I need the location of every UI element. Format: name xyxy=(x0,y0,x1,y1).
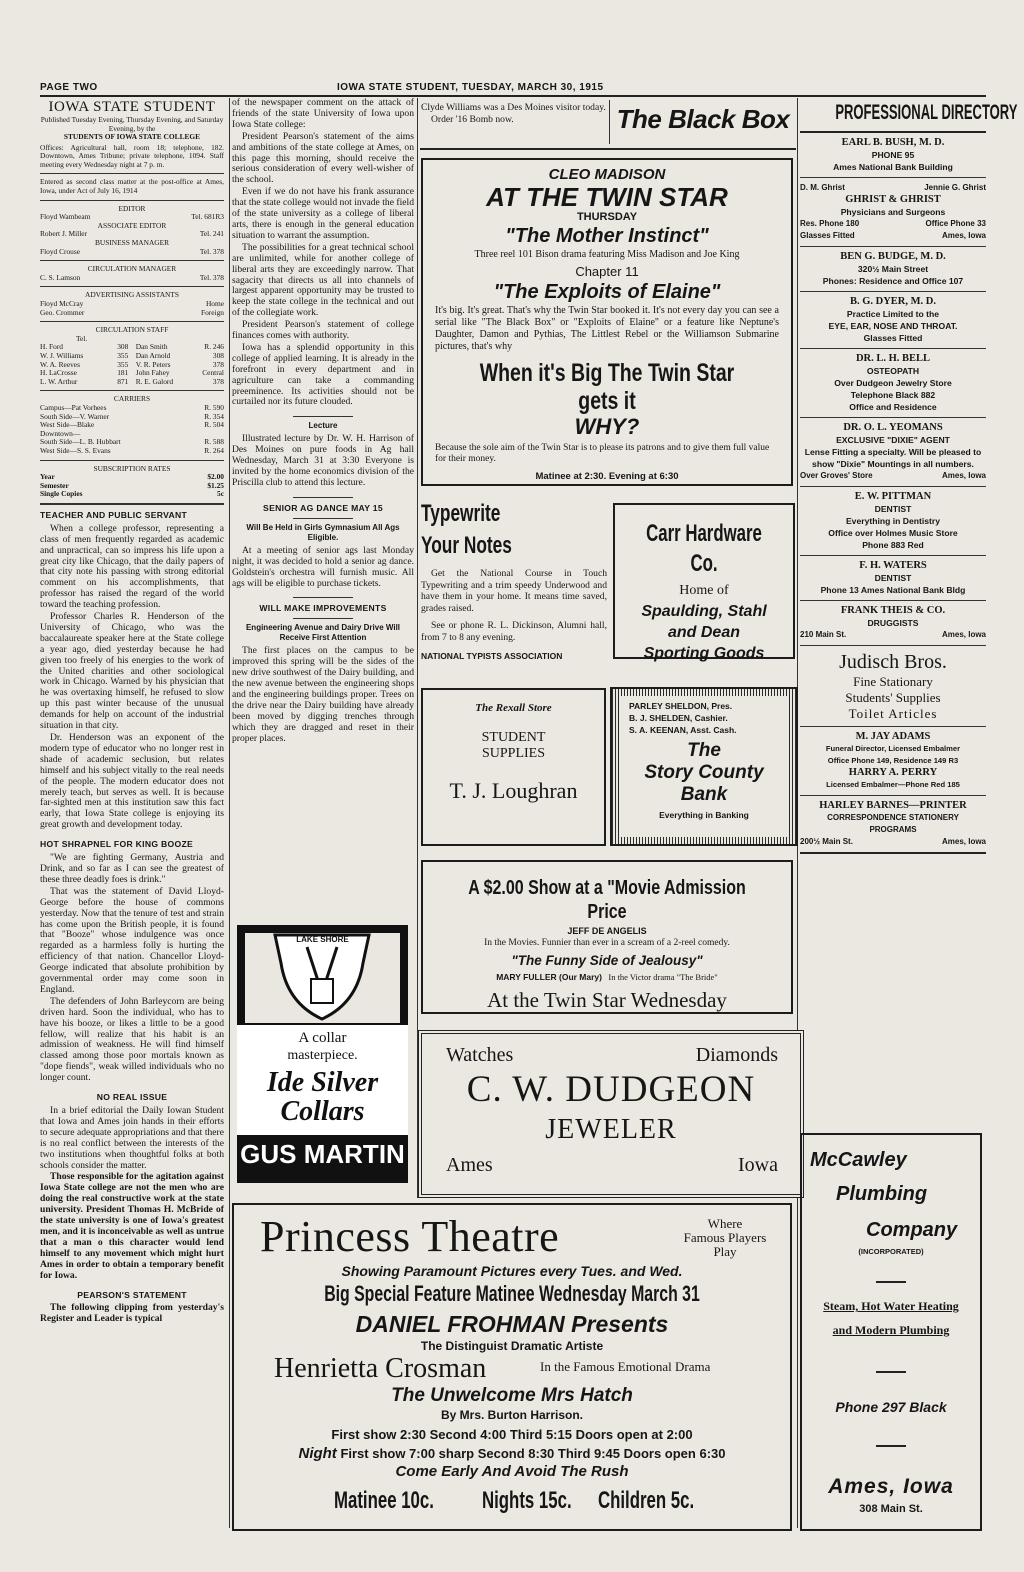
staff-label: CIRCULATION MANAGER xyxy=(87,264,177,274)
bank-name: The xyxy=(687,740,721,761)
sub-price: $1.25 xyxy=(207,480,224,490)
subheadline: Will Be Held in Girls Gymnasium All Ags Eligible. xyxy=(246,522,400,542)
carriers-list xyxy=(40,404,224,456)
collar-label: LAKE SHORE xyxy=(296,935,349,944)
entry-line: Office Phone 149, Residence 149 R3 xyxy=(827,756,959,765)
entry-name: M. JAY ADAMS xyxy=(855,731,931,742)
staff-name: Floyd McCray xyxy=(40,299,84,308)
princess-price: Matinee 10c. xyxy=(334,1487,434,1514)
rexall-line: SUPPLIES xyxy=(481,746,546,761)
collar-line: masterpiece. xyxy=(287,1048,358,1063)
bank-ad xyxy=(610,687,798,846)
staff-tel: R. 246 xyxy=(204,342,224,352)
entry-line: PROGRAMS xyxy=(869,825,917,834)
paragraph: The defenders of John Barleycorn are being driven hard. Soon the individual, who has to have his booze, or likes a little to be a good fellow, will realize that his habit is an admission of weakness. He will find himself classed among those poor mortals known as "dope fiends", weak willed individuals who no longer count. xyxy=(40,995,224,1084)
dudgeon-watches: Watches xyxy=(446,1044,514,1066)
circulation-staff-list xyxy=(40,343,224,386)
plumbing-phone: Phone 297 Black xyxy=(835,1399,947,1415)
ad-serial: "The Exploits of Elaine" xyxy=(493,281,721,303)
entry-line: Phone 883 Red xyxy=(862,540,924,550)
carr-home: Home of xyxy=(679,583,729,598)
staff-name: Dan Smith xyxy=(135,342,168,352)
princess-matinee-times: First show 2:30 Second 4:00 Third 5:15 Doors open at 2:00 xyxy=(331,1427,693,1442)
entry-line: Over Dudgeon Jewelry Store xyxy=(834,378,952,388)
entry-line: Telephone Black 882 xyxy=(850,390,936,400)
entry-line: Office over Holmes Music Store xyxy=(828,528,958,538)
directory-entries xyxy=(800,133,986,646)
staff-row xyxy=(40,378,224,387)
paragraph: "We are fighting Germany, Austria and Drink, and so far as I can see the greatest of these three deadly foes is drink." xyxy=(40,852,224,885)
entry-line: Practice Limited to the xyxy=(846,309,940,319)
carrier-route: West Side—Blake xyxy=(40,420,95,430)
entry-name: DR. L. H. BELL xyxy=(855,353,931,364)
paragraph: President Pearson's statement of the aims and ambitions of the state college at Ames, on this page this morning, should receive the serious consideration of every well-wisher of the school. xyxy=(232,130,414,186)
staff-tel: Tel. 681R3 xyxy=(191,212,224,222)
directory-entry xyxy=(800,349,986,418)
ad-slogan: When it's Big The Twin Star gets it xyxy=(479,359,735,415)
jealousy-show-ad xyxy=(421,860,793,1014)
entry-line: Ames National Bank Building xyxy=(833,162,953,172)
ad-chapter: Chapter 11 xyxy=(575,264,639,279)
rexall-logo-icon: The Rexall Store xyxy=(475,702,552,714)
plumbing-addr: 308 Main St. xyxy=(859,1503,923,1515)
plumbing-city: Ames, Iowa xyxy=(828,1475,954,1498)
headline: TEACHER AND PUBLIC SERVANT xyxy=(40,509,188,520)
staff-label: ASSOCIATE EDITOR xyxy=(97,220,167,230)
staff-tel: 308 xyxy=(117,342,129,352)
entry-pair-item: Ames, Iowa xyxy=(941,630,986,639)
headline: SENIOR AG DANCE MAY 15 xyxy=(263,502,383,513)
entry-line: EXCLUSIVE "DIXIE" AGENT xyxy=(836,435,950,445)
directory-entry xyxy=(800,556,986,601)
collar-icon xyxy=(267,933,377,1021)
brief-items xyxy=(421,103,606,143)
twin-star-ad xyxy=(421,158,793,486)
entry-top xyxy=(800,182,986,194)
carr-name: Carr Hardware Co. xyxy=(646,520,762,577)
entry-line: DRUGGISTS xyxy=(867,618,919,628)
bank-officer: S. A. KEENAN, Asst. Cash. xyxy=(629,725,737,735)
dudgeon-state: Iowa xyxy=(738,1154,778,1176)
collar-brand: Collars xyxy=(280,1096,365,1127)
staff-entry xyxy=(136,378,224,387)
princess-name: Princess Theatre xyxy=(260,1212,560,1261)
staff-name: Geo. Crommer xyxy=(40,307,85,317)
sub-term: Semester xyxy=(40,480,69,490)
black-box-title: The Black Box xyxy=(616,104,790,134)
staff-label: CIRCULATION STAFF xyxy=(95,325,169,335)
headline: NO REAL ISSUE xyxy=(96,1092,168,1103)
staff-entry xyxy=(40,378,128,387)
entry-pair-item: Glasses Fitted xyxy=(800,231,855,240)
staff-name: L. W. Arthur xyxy=(40,376,78,386)
staff-label: CARRIERS xyxy=(113,394,151,404)
entry-name-small: D. M. Ghrist xyxy=(800,183,845,192)
paragraph: That was the statement of David Lloyd-George before the house of commons yesterday. Now that the tenure of test and strain has come upon the British people, it is found that "Booze" whose indulgence was once regarded as a harmless folly is hurting the efficiency of that nation. Chancellor Lloyd-George indicated that absolute prohibition by governmental order may come soon in England. xyxy=(40,885,224,995)
staff-name: Floyd Wambeam xyxy=(40,212,91,222)
directory-entry xyxy=(800,418,986,487)
paragraph: Those responsible for the agitation against Iowa State college are not the men who are doing the real constructive work at the state university. President Thomas H. McBride of the state university is one of Iowa's greatest men, and it is inconceivable as well as untrue that a man o this character would lend himself to any movement which might hurt Ames in order to obtain a temporary benefit for Iowa. xyxy=(40,1171,224,1281)
staff-tel: 181 xyxy=(117,368,129,378)
sub-price: 5c xyxy=(217,489,224,499)
ad-because: Because the sole aim of the Twin Star is to please its patrons and to give them full value for their money. xyxy=(435,443,770,464)
masthead-title: IOWA STATE STUDENT xyxy=(48,99,216,115)
princess-showing: Showing Paramount Pictures every Tues. and Wed. xyxy=(341,1263,683,1279)
entry-line: 320½ Main Street xyxy=(857,264,929,274)
entry-pair-item: Office Phone 33 xyxy=(925,219,986,228)
paragraph: When a college professor, representing a class of men frequently regarded as academic and unpractical, can so impress his life upon a great city like Chicago, that the daily papers of that city note his passing with strong editorial comment on his accomplishments, that professor has raised the regard of the world toward the teaching profession. xyxy=(40,522,224,611)
entry-line: OSTEOPATH xyxy=(866,366,920,376)
entry-name: B. G. DYER, M. D. xyxy=(849,296,937,307)
entry-line: PHONE 95 xyxy=(871,150,915,160)
subheadline: Engineering Avenue and Dairy Drive Will Receive First Attention xyxy=(245,623,401,643)
dudgeon-trade: JEWELER xyxy=(545,1114,677,1145)
page-number: PAGE TWO xyxy=(40,82,98,93)
staff-name: John Fahey xyxy=(135,368,170,378)
bank-officer: B. J. SHELDEN, Cashier. xyxy=(629,713,728,723)
collar-brand: Ide Silver xyxy=(266,1067,379,1098)
carrier-tel: R. 264 xyxy=(204,445,224,455)
ad-desc: Three reel 101 Bison drama featuring Miss Madison and Joe King xyxy=(474,249,740,260)
bank-name: Story County xyxy=(644,762,764,783)
paper-dateline: IOWA STATE STUDENT, TUESDAY, MARCH 30, 1915 xyxy=(337,82,604,93)
carrier-route: Campus—Pat Vorhees xyxy=(40,402,107,412)
entry-line: Glasses Fitted xyxy=(863,333,923,343)
entry-line: Students' Supplies xyxy=(845,690,941,705)
tel-label: Tel. xyxy=(76,333,88,343)
typewrite-ad xyxy=(421,498,607,678)
staff-label: EDITOR xyxy=(118,203,146,213)
entry-line: Phone 13 Ames National Bank Bldg xyxy=(820,585,966,595)
collar-dealer: GUS MARTIN xyxy=(240,1139,405,1169)
entry-line: DENTIST xyxy=(874,504,912,514)
carrier-tel: R. 590 xyxy=(204,402,224,412)
headline: HOT SHRAPNEL FOR KING BOOZE xyxy=(40,839,194,850)
staff-tel: 355 xyxy=(117,359,129,369)
staff-tel: 308 xyxy=(212,350,224,360)
entry-pair xyxy=(800,470,986,482)
princess-famous-drama: In the Famous Emotional Drama xyxy=(540,1359,711,1374)
sub-price: $2.00 xyxy=(207,472,224,482)
subscription-row xyxy=(40,490,224,499)
princess-presenter: DANIEL FROHMAN Presents xyxy=(355,1311,669,1337)
entry-pair xyxy=(800,629,986,641)
staff-name: V. R. Peters xyxy=(135,359,171,369)
bank-officer: PARLEY SHELDON, Pres. xyxy=(629,701,733,711)
entry-name: BEN G. BUDGE, M. D. xyxy=(840,251,946,262)
staff-name: R. E. Galord xyxy=(135,376,174,386)
paragraph: Dr. Henderson was an exponent of the modern type of educator who no longer rest in shade of academic seclusion, but relates himself and his subject vitally to the real needs of the people. The modern educator does not merely teach, but serves as well. It is because far-sighted men at this institution saw this fact early, that Iowa State college is enjoying its great growth and development today. xyxy=(40,732,224,831)
entry-line: CORRESPONDENCE STATIONERY xyxy=(827,813,959,822)
directory-title: PROFESSIONAL DIRECTORY xyxy=(835,101,1018,124)
staff-label: BUSINESS MANAGER xyxy=(94,238,170,248)
carrier-route: South Side—L. B. Hubbart xyxy=(40,437,121,447)
ad-theatre: AT THE TWIN STAR xyxy=(486,182,728,212)
entry-name: Judisch Bros. xyxy=(839,651,947,673)
dudgeon-diamonds: Diamonds xyxy=(695,1044,778,1066)
paragraph: Clyde Williams was a Des Moines visitor today. xyxy=(421,102,606,113)
entry-line: Everything in Dentistry xyxy=(845,516,941,526)
entry-pair-item: Over Groves' Store xyxy=(800,471,873,480)
dudgeon-ad xyxy=(418,1030,804,1198)
show-headline: A $2.00 Show at a "Movie Admission Price xyxy=(468,877,746,923)
entry-name: HARLEY BARNES—PRINTER xyxy=(819,800,967,811)
typewrite-org: NATIONAL TYPISTS ASSOCIATION xyxy=(421,651,563,661)
entry-pair xyxy=(800,218,986,230)
dudgeon-city: Ames xyxy=(446,1154,493,1176)
directory-entry xyxy=(800,292,986,349)
sub-term: Year xyxy=(40,472,55,482)
paragraph: Order '16 Bomb now. xyxy=(431,113,514,125)
plumbing-service: and Modern Plumbing xyxy=(832,1323,950,1337)
entry-name: E. W. PITTMAN xyxy=(854,491,932,502)
ad-day: THURSDAY xyxy=(576,211,638,223)
black-box-ad xyxy=(610,104,796,142)
staff-name: W. A. Reeves xyxy=(40,359,80,369)
staff-tel: Central xyxy=(202,368,224,378)
collar-ad xyxy=(237,925,408,1183)
staff-name: H. Ford xyxy=(40,342,63,352)
paragraph: Illustrated lecture by Dr. W. H. Harrison of Des Moines on pure foods in Ag hall Wednesday, March 31 at 3:30 Everyone is invited by the home economics division of the Priscilla club to attend this lecture. xyxy=(232,433,414,488)
princess-title: The Unwelcome Mrs Hatch xyxy=(391,1385,633,1406)
paragraph: See or phone R. L. Dickinson, Alumni hall, from 7 to 8 any evening. xyxy=(421,620,607,643)
rexall-line: STUDENT xyxy=(481,730,546,745)
ad-film: "The Mother Instinct" xyxy=(505,225,709,247)
entry-line: Funeral Director, Licensed Embalmer xyxy=(825,744,961,753)
princess-come-early: Come Early And Avoid The Rush xyxy=(395,1463,629,1480)
adams-entry xyxy=(800,727,986,796)
ad-copy: It's big. It's great. That's why the Twin Star booked it. It's not every day you can see a serial like "The Black Box" or "Exploits of Elaine" or a feature like Neptune's Daughter, Damon and Pythias, The Littlest Rebel or the Williamson Submarine pictures, that's why xyxy=(435,305,779,352)
typewrite-heading: Typewrite xyxy=(421,500,501,527)
professional-directory xyxy=(800,97,1018,854)
paragraph: Professor Charles R. Henderson of the University of Chicago, who was the baccalaureate speaker here at the State college a year ago, died yesterday because he had given too freely of his energies to the work of the United charities and other sociological work in Chicago. Warned by his physician that he was overtaxing himself, he refused to slow up this past winter because of the unusual demands for help on account of the industrial situation in that city. xyxy=(40,611,224,732)
paragraph: At a meeting of senior ags last Monday night, it was decided to hold a senior ag dance. Goldstein's orchestra will furnish music. All ags will be eligible to purchase tickets. xyxy=(232,544,414,589)
carr-brand-line: Sporting Goods xyxy=(643,645,765,662)
masthead-entered: Entered as second class matter at the post-office at Ames, Iowa, under Act of July 16, 1914 xyxy=(40,177,224,196)
staff-tel: Tel. 378 xyxy=(199,246,224,256)
entry-line: EYE, EAR, NOSE AND THROAT. xyxy=(828,321,958,331)
staff-tel: 378 xyxy=(212,359,224,369)
carrier-tel: R. 588 xyxy=(204,437,224,447)
princess-night-label: Night xyxy=(298,1445,337,1462)
show-star: JEFF DE ANGELIS xyxy=(567,926,647,936)
show-drama: In the Victor drama "The Bride" xyxy=(608,972,718,982)
staff-name: H. LaCrosse xyxy=(40,368,77,378)
headline: PEARSON'S STATEMENT xyxy=(77,1289,187,1300)
masthead-publisher: STUDENTS OF IOWA STATE COLLEGE xyxy=(63,132,201,142)
headline: WILL MAKE IMPROVEMENTS xyxy=(259,603,387,614)
show-star2: MARY FULLER (Our Mary) xyxy=(496,972,602,982)
entry-line: Office and Residence xyxy=(849,402,937,412)
bank-tag: Everything in Banking xyxy=(659,810,749,820)
paragraph: The first places on the campus to be improved this spring will be the sides of the new drive southwest of the Dairy building, and the new avenue between the engineering shops and the engineering buildings proper. Trees on the drive near the Dairy building have already been moved by digging trenches through which they are dragged and reset in their proper places. xyxy=(232,645,414,744)
entry-line: Licensed Embalmer—Phone Red 185 xyxy=(826,780,960,789)
paragraph: Even if we do not have his frank assurance that the state college would not invade the field of the state university as a college of liberal arts, there is enough in the general education situation to warrant the assumption. xyxy=(232,186,414,241)
carrier-tel: R. 504 xyxy=(204,420,224,430)
carrier-route: South Side—V. Warner xyxy=(40,411,110,421)
dudgeon-name: C. W. DUDGEON xyxy=(466,1069,756,1110)
paragraph: Get the National Course in Touch Typewriting and a trim speedy Underwood and have them in your home. It means time saved, grades raised. xyxy=(421,568,607,614)
plumbing-name: Plumbing xyxy=(836,1183,928,1205)
directory-entry xyxy=(800,601,986,646)
carr-brand-line: and Dean xyxy=(667,624,740,641)
show-film: "The Funny Side of Jealousy" xyxy=(511,953,703,968)
collar-line: A collar xyxy=(298,1030,347,1046)
entry-name: GHRIST & GHRIST xyxy=(845,194,941,205)
paragraph: In a brief editorial the Daily Iowan Student that Iowa and Ames join hands in their efforts to secure adequate appropriations and that there is no real conflict between the interests of the two institutions when thoughtful folks at both schools consider the matter. xyxy=(40,1105,224,1171)
entry-line: Physicians and Surgeons xyxy=(840,207,946,217)
entry-pair-item: Ames, Iowa xyxy=(941,471,986,480)
column-2 xyxy=(232,98,414,906)
princess-theatre-ad xyxy=(232,1203,792,1531)
staff-tel: 871 xyxy=(117,376,129,386)
paragraph: The following clipping from yesterday's Register and Leader is typical xyxy=(40,1302,224,1325)
ad-why: WHY? xyxy=(574,414,640,439)
paragraph: President Pearson's statement of college finances comes with authority. xyxy=(232,319,414,342)
staff-name: Dan Arnold xyxy=(135,350,171,360)
entry-line: Toilet Articles xyxy=(848,706,938,721)
staff-tel: Tel. 241 xyxy=(199,229,224,239)
entry-line: Lense Fitting a specialty. Will be pleased to show "Dixie" Mountings in all numbers. xyxy=(804,447,982,469)
princess-star: Henrietta Crosman xyxy=(274,1353,487,1384)
directory-entry xyxy=(800,247,986,292)
entry-name: EARL B. BUSH, M. D. xyxy=(841,137,945,148)
entry-pair xyxy=(800,230,986,242)
princess-artiste: The Distinguist Dramatic Artiste xyxy=(420,1339,604,1353)
paragraph: Iowa has a splendid opportunity in this college of applied learning. It is already in the forefront in every department and in agriculture can take a commanding preeminence. Its activities should not be curtailed nor its future clouded. xyxy=(232,341,414,408)
staff-tel: Tel. 378 xyxy=(199,272,224,282)
princess-where xyxy=(670,1217,780,1259)
paragraph: The possibilities for a great technical school are unlimited, while for another college of liberal arts they are exceedingly narrow. That sagacity that directs us all into channels of largest apparent opportunity may be trusted to keep the state college in the technical and out of the collegiate work. xyxy=(232,241,414,319)
staff-tel: 378 xyxy=(212,376,224,386)
entry-pair-item: Ames, Iowa xyxy=(941,231,986,240)
carrier-route: West Side—S. S. Evans xyxy=(40,445,111,455)
subscription-list xyxy=(40,473,224,499)
staff-name: Floyd Crouse xyxy=(40,246,81,256)
staff-name: W. J. Williams xyxy=(40,350,84,360)
princess-author: By Mrs. Burton Harrison. xyxy=(440,1408,584,1422)
staff-label: ADVERTISING ASSISTANTS xyxy=(84,290,180,300)
entry-name: DR. O. L. YEOMANS xyxy=(843,422,943,433)
masthead-offices: Offices: Agricultural hall, room 18; telephone, 182. Downtown, Ames Tribune; private telephone, 1094. Staff meeting every Wednesday night at 7 p. m. xyxy=(40,142,224,169)
princess-price: Nights 15c. xyxy=(482,1487,572,1514)
princess-special: Big Special Feature Matinee Wednesday March 31 xyxy=(324,1281,700,1306)
barnes-entry xyxy=(800,796,986,854)
entry-line: Phones: Residence and Office 107 xyxy=(822,276,964,286)
rexall-name: T. J. Loughran xyxy=(449,778,578,803)
staff-tel: 355 xyxy=(117,350,129,360)
entry-line: Fine Stationary xyxy=(853,674,933,689)
show-desc: In the Movies. Funnier than ever in a scream of a 2-reel comedy. xyxy=(484,938,730,948)
plumbing-inc: (INCORPORATED) xyxy=(858,1247,924,1256)
entry-city: Ames, Iowa xyxy=(941,837,986,846)
show-footer: At the Twin Star Wednesday xyxy=(487,988,727,1012)
sub-term: Single Copies xyxy=(40,489,83,499)
directory-entry xyxy=(800,487,986,556)
entry-pair-item: Res. Phone 180 xyxy=(800,219,860,228)
staff-area: Foreign xyxy=(201,307,224,317)
entry-addr: 200½ Main St. xyxy=(800,837,853,846)
plumbing-name: McCawley xyxy=(810,1149,907,1171)
entry-name-small: Jennie G. Ghrist xyxy=(924,183,986,192)
princess-where-line: Where xyxy=(707,1216,743,1231)
masthead-schedule: Published Tuesday Evening, Thursday Evening, and Saturday Evening, by the xyxy=(40,114,224,133)
column-1 xyxy=(40,100,224,1528)
ad-star: CLEO MADISON xyxy=(548,166,666,183)
headline: Lecture xyxy=(308,421,338,431)
staff-name: Robert J. Miller xyxy=(40,229,88,239)
entry-name: FRANK THEIS & CO. xyxy=(840,605,946,616)
entry-name: HARRY A. PERRY xyxy=(848,767,938,778)
staff-name: C. S. Lamson xyxy=(40,272,81,282)
staff-area: Home xyxy=(205,299,224,308)
plumbing-ad xyxy=(800,1133,982,1531)
carr-hardware-ad xyxy=(613,503,795,662)
typewrite-heading: Your Notes xyxy=(421,532,512,559)
plumbing-service: Steam, Hot Water Heating xyxy=(823,1299,959,1313)
princess-where-line: Play xyxy=(713,1244,737,1259)
princess-night-times: First show 7:00 sharp Second 8:30 Third 9:45 Doors open 6:30 xyxy=(340,1446,726,1461)
paragraph: of the newspaper comment on the attack of friends of the state University of Iowa upon Iowa State college: xyxy=(232,97,414,130)
directory-entry xyxy=(800,178,986,247)
bank-name: Bank xyxy=(680,784,728,805)
ad-times: Matinee at 2:30. Evening at 6:30 xyxy=(535,471,679,482)
carrier-route: Downtown— xyxy=(40,428,81,438)
entry-pair-item: 210 Main St. xyxy=(800,630,847,639)
princess-price: Children 5c. xyxy=(598,1487,695,1514)
column-rule xyxy=(229,98,230,1528)
entry-name: F. H. WATERS xyxy=(859,560,927,571)
princess-where-line: Famous Players xyxy=(683,1230,767,1245)
directory-entry xyxy=(800,133,986,178)
entry-line: DENTIST xyxy=(874,573,912,583)
carrier-row xyxy=(40,447,224,456)
plumbing-name: Company xyxy=(866,1219,958,1241)
carr-brand-line: Spaulding, Stahl xyxy=(641,603,767,620)
staff-label: SUBSCRIPTION RATES xyxy=(93,463,171,473)
rexall-ad xyxy=(421,688,606,846)
judisch-entry xyxy=(800,646,986,727)
carrier-tel: R. 354 xyxy=(204,411,224,421)
